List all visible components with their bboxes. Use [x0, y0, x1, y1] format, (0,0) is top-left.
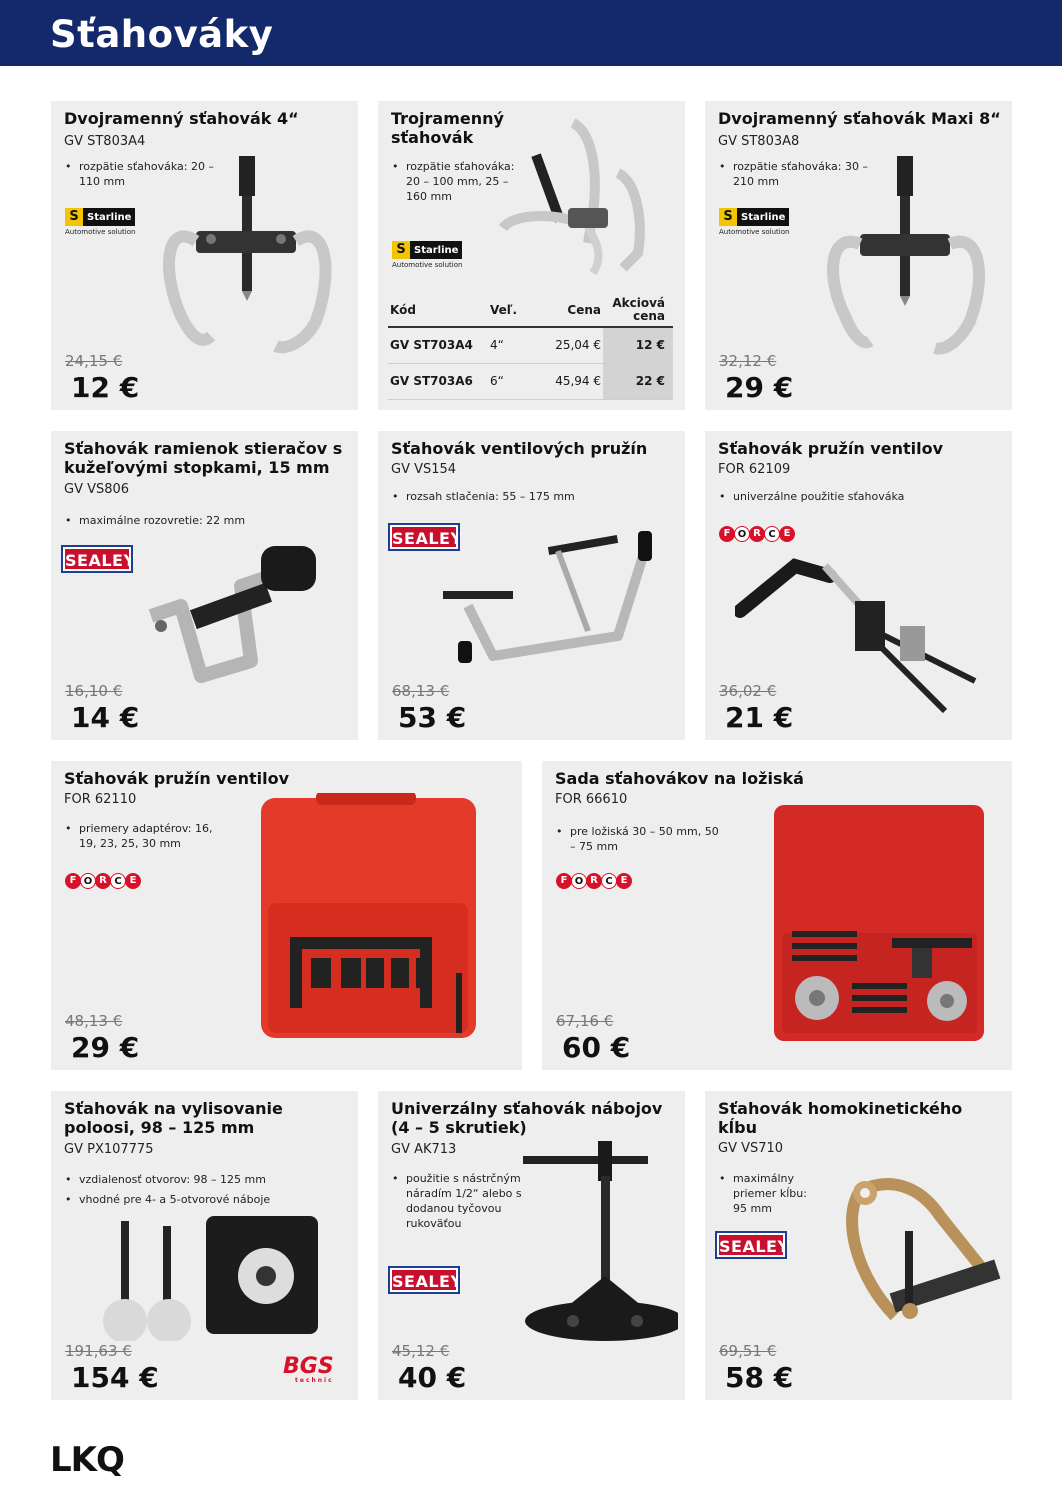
bearing-puller-case-image — [772, 803, 987, 1045]
starline-logo: S Starline Automotive solution — [392, 242, 463, 269]
force-logo: F O R C E — [65, 873, 140, 889]
feature-item: • vhodné pre 4- a 5-otvorové náboje — [64, 1192, 344, 1207]
product-card[interactable] — [378, 1091, 685, 1400]
price: 29 € — [71, 1031, 140, 1064]
old-price: 16,10 € — [65, 682, 123, 700]
feature-item: • vzdialenosť otvorov: 98 – 125 mm — [64, 1172, 344, 1187]
two-jaw-puller-maxi-image — [815, 156, 995, 366]
product-title: Sťahovák pružín ventilov — [64, 769, 289, 788]
sealey-logo: SEALEY — [63, 547, 131, 571]
product-code: GV ST803A4 — [64, 134, 146, 149]
feature-item: • priemery adaptérov: 16, 19, 23, 25, 30 mm — [64, 821, 224, 851]
feature-item: • maximálny priemer kĺbu: 95 mm — [718, 1171, 818, 1216]
table-cell: GV ST703A6 — [388, 363, 488, 399]
product-card[interactable] — [378, 101, 685, 410]
product-code: GV VS154 — [391, 462, 457, 477]
feature-item: • univerzálne použitie sťahováka — [718, 489, 988, 504]
product-features — [64, 821, 224, 856]
lkq-logo: LKQ — [50, 1440, 124, 1480]
force-logo: F O R C E — [719, 526, 794, 542]
feature-item: • rozpätie sťahováka: 30 – 210 mm — [718, 159, 868, 189]
price: 14 € — [71, 701, 140, 734]
price: 53 € — [398, 701, 467, 734]
product-title: Sťahovák ventilových pružín — [391, 439, 648, 458]
table-row — [388, 363, 673, 399]
product-card[interactable] — [51, 761, 522, 1070]
wiper-arm-puller-image — [141, 526, 341, 696]
old-price: 36,02 € — [719, 682, 777, 700]
product-title: Sťahovák pružín ventilov — [718, 439, 943, 458]
product-features — [391, 489, 661, 509]
product-card[interactable] — [705, 1091, 1012, 1400]
product-code: FOR 66610 — [555, 792, 628, 807]
price: 12 € — [71, 371, 140, 404]
product-card[interactable] — [378, 431, 685, 740]
product-features — [718, 1171, 818, 1221]
force-logo: F O R C E — [556, 873, 631, 889]
product-card[interactable] — [51, 101, 358, 410]
old-price: 32,12 € — [719, 352, 777, 370]
product-code: FOR 62109 — [718, 462, 791, 477]
product-features — [64, 1172, 344, 1212]
price: 40 € — [398, 1361, 467, 1394]
table-cell: 45,94 € — [528, 363, 603, 399]
col-header-price: Cena — [528, 293, 603, 327]
product-card[interactable] — [51, 431, 358, 740]
product-title: Dvojramenný sťahovák 4“ — [64, 109, 299, 128]
product-code: GV AK713 — [391, 1142, 457, 1157]
page-title: Sťahováky — [50, 13, 274, 56]
price: 60 € — [562, 1031, 631, 1064]
product-title: Sťahovák na vylisovanie poloosi, 98 – 125 mm — [64, 1099, 283, 1137]
price: 154 € — [71, 1361, 159, 1394]
product-code: GV PX107775 — [64, 1142, 154, 1157]
table-cell: 4“ — [488, 327, 528, 363]
product-card[interactable] — [51, 1091, 358, 1400]
price: 58 € — [725, 1361, 794, 1394]
valve-spring-compressor-image — [438, 511, 668, 671]
bgs-logo: BGS technic — [283, 1354, 334, 1384]
size-price-table — [388, 293, 673, 400]
feature-item: • rozpätie sťahováka: 20 – 110 mm — [64, 159, 214, 189]
product-features — [718, 489, 988, 509]
product-features — [555, 824, 725, 859]
axle-press-kit-image — [91, 1216, 321, 1341]
product-card[interactable] — [542, 761, 1012, 1070]
feature-item: • maximálne rozovretie: 22 mm — [64, 513, 324, 528]
table-cell: GV ST703A4 — [388, 327, 488, 363]
two-jaw-puller-image — [156, 151, 341, 366]
cv-joint-puller-image — [830, 1171, 1005, 1331]
page-header — [0, 0, 1062, 66]
product-title: Sťahovák ramienok stieračov s kužeľovými stopkami, 15 mm — [64, 439, 343, 477]
feature-item: • rozpätie sťahováka: 20 – 100 mm, 25 – 160 mm — [391, 159, 531, 204]
sealey-logo: SEALEY — [717, 1233, 785, 1257]
old-price: 191,63 € — [65, 1342, 132, 1360]
product-title: Dvojramenný sťahovák Maxi 8“ — [718, 109, 1001, 128]
product-code: FOR 62110 — [64, 792, 137, 807]
sealey-logo: SEALEY — [390, 525, 458, 549]
product-card[interactable] — [705, 431, 1012, 740]
starline-logo: S Starline Automotive solution — [719, 209, 790, 236]
table-cell: 6“ — [488, 363, 528, 399]
table-cell: 12 € — [603, 327, 673, 363]
product-title: Trojramenný sťahovák — [391, 109, 504, 147]
starline-logo: S Starline Automotive solution — [65, 209, 136, 236]
hub-puller-image — [518, 1136, 678, 1351]
product-code: GV VS806 — [64, 482, 130, 497]
three-jaw-puller-image — [498, 113, 648, 283]
old-price: 69,51 € — [719, 1342, 777, 1360]
old-price: 67,16 € — [556, 1012, 614, 1030]
product-code: GV ST803A8 — [718, 134, 800, 149]
col-header-code: Kód — [388, 293, 488, 327]
valve-spring-case-image — [256, 793, 481, 1043]
price: 21 € — [725, 701, 794, 734]
feature-item: • rozsah stlačenia: 55 – 175 mm — [391, 489, 661, 504]
col-header-size: Veľ. — [488, 293, 528, 327]
table-cell: 22 € — [603, 363, 673, 399]
sealey-logo: SEALEY — [390, 1268, 458, 1292]
product-title: Sťahovák homokinetického kĺbu — [718, 1099, 963, 1137]
table-row — [388, 327, 673, 363]
feature-item: • použitie s nástrčným náradím 1/2“ alebo s dodanou tyčovou rukoväťou — [391, 1171, 551, 1231]
old-price: 48,13 € — [65, 1012, 123, 1030]
table-cell: 25,04 € — [528, 327, 603, 363]
product-card[interactable] — [705, 101, 1012, 410]
old-price: 24,15 € — [65, 352, 123, 370]
feature-item: • pre ložiská 30 – 50 mm, 50 – 75 mm — [555, 824, 725, 854]
product-title: Sada sťahovákov na ložiská — [555, 769, 804, 788]
old-price: 45,12 € — [392, 1342, 450, 1360]
product-code: GV VS710 — [718, 1141, 784, 1156]
col-header-sale-price: Akciová cena — [603, 293, 673, 327]
price: 29 € — [725, 371, 794, 404]
product-title: Univerzálny sťahovák nábojov (4 – 5 skrutiek) — [391, 1099, 663, 1137]
old-price: 68,13 € — [392, 682, 450, 700]
